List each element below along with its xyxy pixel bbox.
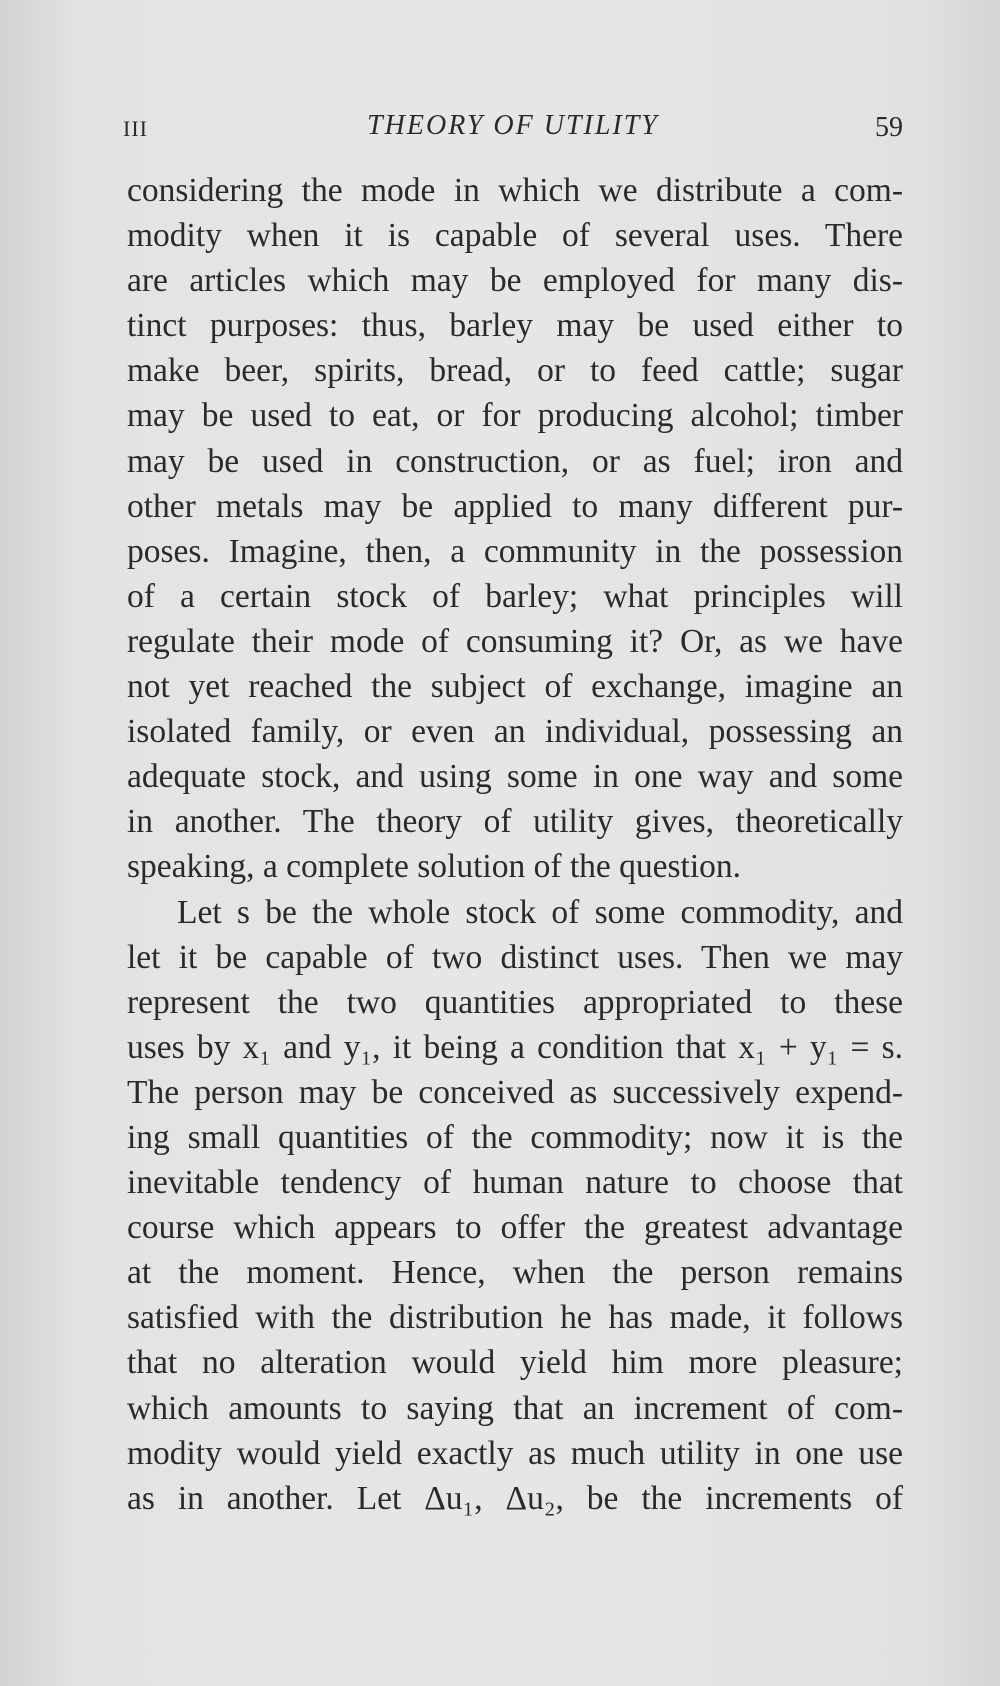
running-head — [123, 110, 903, 150]
text-line: considering the mode in which we distribute a com- — [127, 172, 903, 209]
text-line: The person may be conceived as successively expend- — [127, 1073, 903, 1111]
text-line: modity when it is capable of several uses. There — [127, 217, 903, 255]
text-line: regulate their mode of consuming it? Or, as we have — [127, 622, 903, 660]
text-line: are articles which may be employed for many dis- — [127, 262, 903, 300]
text-line: may be used to eat, or for producing alcohol; timber — [127, 397, 903, 435]
text-line: inevitable tendency of human nature to choose that — [127, 1164, 903, 1202]
chapter-number: III — [123, 116, 148, 141]
paragraph-first-line: Let s be the whole stock of some commodity, and — [177, 893, 903, 931]
text-line: modity would yield exactly as much utility in one use — [127, 1434, 903, 1472]
text-line: other metals may be applied to many different pur- — [127, 487, 903, 525]
page-number: 59 — [875, 112, 903, 143]
text-line: isolated family, or even an individual, possessing an — [127, 713, 903, 751]
text-line: tinct purposes: thus, barley may be used either to — [127, 307, 903, 345]
text-line: course which appears to offer the greatest advantage — [127, 1209, 903, 1247]
text-line: that no alteration would yield him more pleasure; — [127, 1344, 903, 1382]
body-text — [127, 168, 903, 1521]
text-line: poses. Imagine, then, a community in the possession — [127, 532, 903, 570]
text-line: of a certain stock of barley; what principles will — [127, 577, 903, 615]
text-line: which amounts to saying that an increment of com- — [127, 1389, 903, 1427]
text-line: represent the two quantities appropriated to these — [127, 983, 903, 1021]
text-line: in another. The theory of utility gives, theoretically — [127, 803, 903, 841]
text-line: satisfied with the distribution he has made, it follows — [127, 1299, 903, 1337]
text-line: ing small quantities of the commodity; now it is the — [127, 1118, 903, 1156]
text-line: adequate stock, and using some in one way and some — [127, 758, 903, 796]
text-line: as in another. Let Δu₁, Δu₂, be the increments of — [127, 1479, 903, 1517]
text-line: let it be capable of two distinct uses. Then we may — [127, 938, 903, 976]
running-title: THEORY OF UTILITY — [367, 110, 659, 141]
text-line: at the moment. Hence, when the person remains — [127, 1254, 903, 1292]
text-line: make beer, spirits, bread, or to feed cattle; sugar — [127, 352, 903, 390]
text-line: uses by x₁ and y₁, it being a condition that x₁ + y₁ = s. — [127, 1028, 903, 1066]
text-line: not yet reached the subject of exchange, imagine an — [127, 668, 903, 706]
text-line: speaking, a complete solution of the question. — [127, 848, 742, 886]
text-line: may be used in construction, or as fuel; iron and — [127, 442, 903, 480]
